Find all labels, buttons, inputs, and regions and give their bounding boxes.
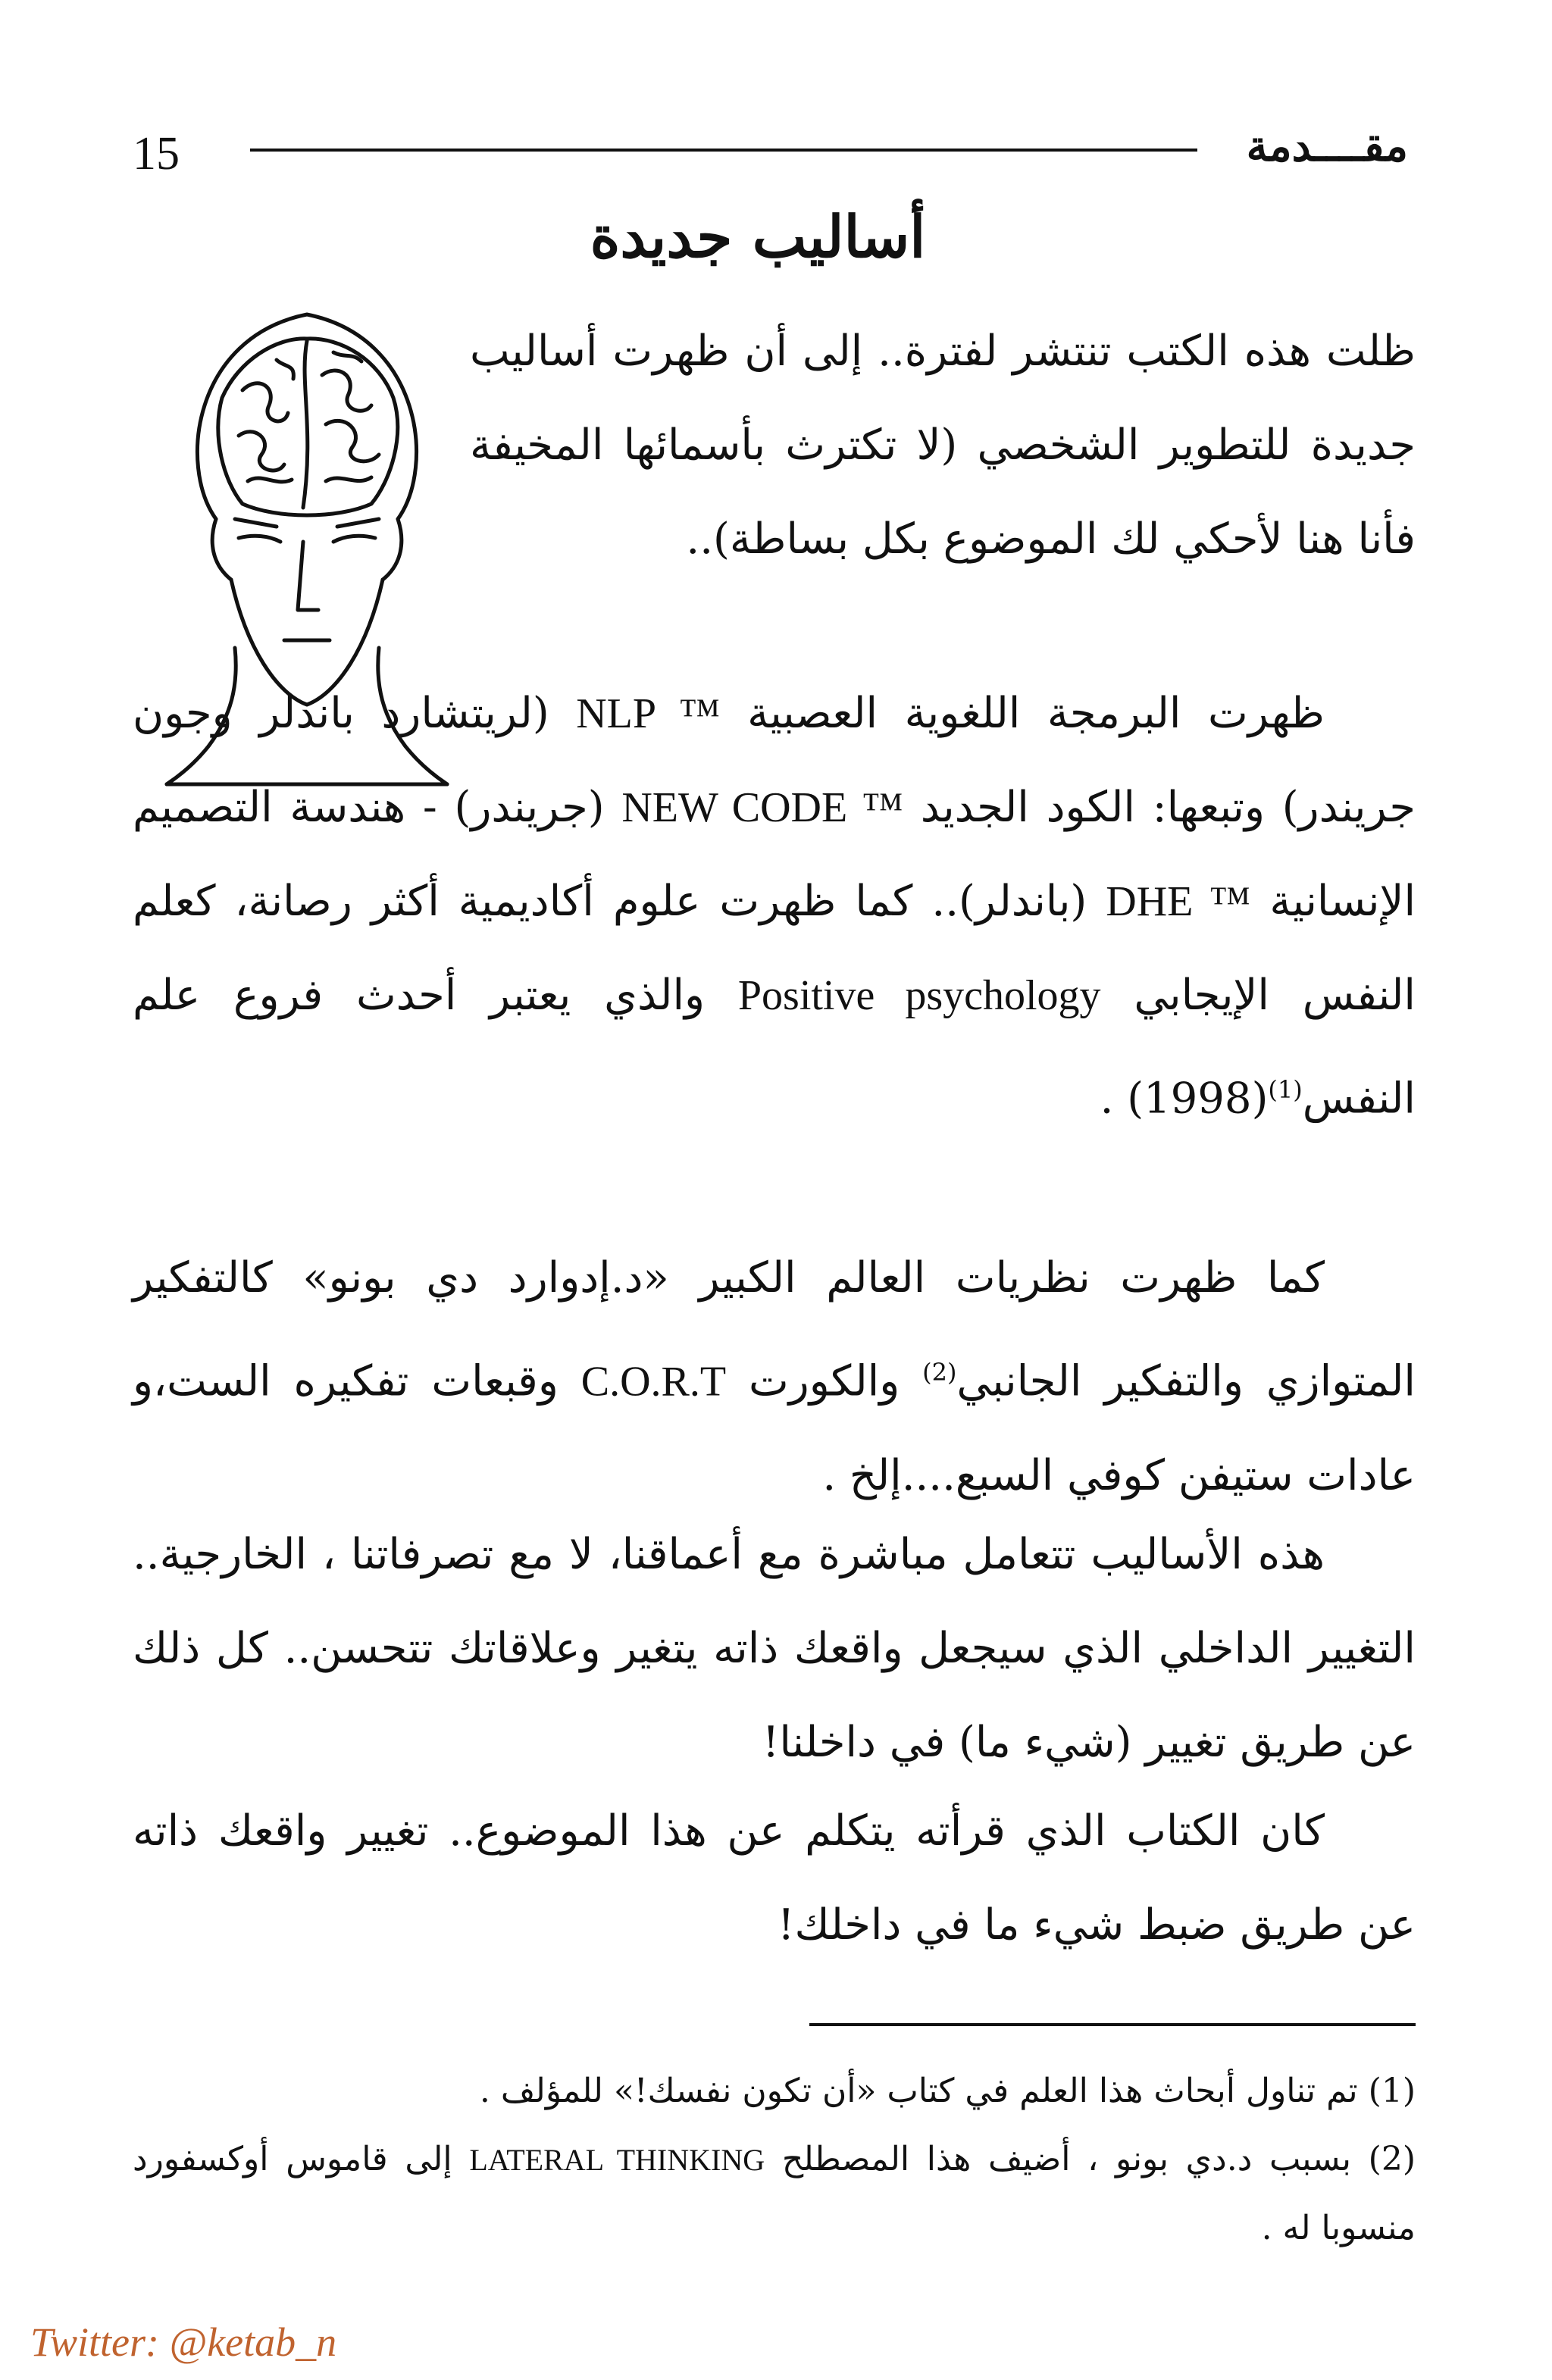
dhe-term: DHE ™ [1106,878,1251,925]
footnote-2-text-b: إلى قاموس أوكسفورد منسوبا له . [133,2140,1416,2247]
p2-text-a: ظهرت البرمجة اللغوية العصبية [747,689,1325,738]
nlp-term: NLP ™ [576,690,721,737]
p2-text-b: (لريتشارد باندلر وجون جريندر) وتبعها: الكود الجديد [133,689,1416,832]
new-code-term: NEW CODE ™ [621,784,903,831]
paragraph-4: هذه الأساليب تتعامل مباشرة مع أعماقنا، لا مع تصرفاتنا ، الخارجية.. التغيير الداخلي الذي سيجعل واقعك ذاته يتغير وعلاقاتك تتحسن.. كل ذلك عن طريق تغيير (شيء ما) في داخلنا! [133,1530,1416,1767]
paragraph-2 [133,667,1416,1146]
positive-psychology-term: Positive psychology [737,972,1101,1019]
section-title: أساليب جديدة [590,203,926,271]
p3-text-c: وقبعات تفكيره الست،و عادات ستيفن كوفي السبع....إلخ . [133,1356,1416,1500]
p2-text-e: والذي يعتبر أحدث فروع علم النفس [133,971,1416,1124]
lateral-thinking-term: LATERAL THINKING [469,2143,765,2177]
paragraph-1: ظلت هذه الكتب تنتشر لفترة.. إلى أن ظهرت أساليب جديدة للتطوير الشخصي (لا تكترث بأسمائها المخيفة فأنا هنا لأحكي لك الموضوع بكل بساطة).. [470,327,1416,564]
year-1998: (1998) [1127,1074,1269,1124]
footnote-rule [809,2023,1416,2026]
p3-text-a: كما ظهرت نظريات العالم الكبير «د.إدوارد دي بونو» كالتفكير المتوازي والتفكير الجانبي [133,1253,1416,1406]
footnote-2 [133,2125,1416,2263]
header-rule [250,149,1197,152]
p2-end: . [1100,1074,1114,1124]
cort-term: C.O.R.T [580,1358,727,1406]
p3-text-b: والكورت [748,1356,900,1406]
footnote-ref-2: (2) [922,1358,957,1387]
page-number: 15 [133,128,180,180]
p2-text-d: (باندلر).. كما ظهرت علوم أكاديمية أكثر رصانة، كعلم النفس الإيجابي [133,877,1416,1020]
twitter-watermark: Twitter: @ketab_n [30,2319,337,2365]
footnote-1: (1) تم تناول أبحاث هذا العلم في كتاب «أن تكون نفسك!» للمؤلف . [479,2072,1416,2110]
paragraph-5: كان الكتاب الذي قرأته يتكلم عن هذا الموضوع.. تغيير واقعك ذاته عن طريق ضبط شيء ما في داخلك! [133,1806,1416,1950]
p2-text-c: (جريندر) - هندسة التصميم الإنسانية [133,783,1416,926]
paragraph-3 [133,1231,1416,1523]
footnote-2-text-a: (2) بسبب د.دي بونو ، أضيف هذا المصطلح [781,2140,1416,2178]
footnote-ref-1: (1) [1268,1075,1303,1104]
running-head: مقــــدمة [1246,121,1408,171]
